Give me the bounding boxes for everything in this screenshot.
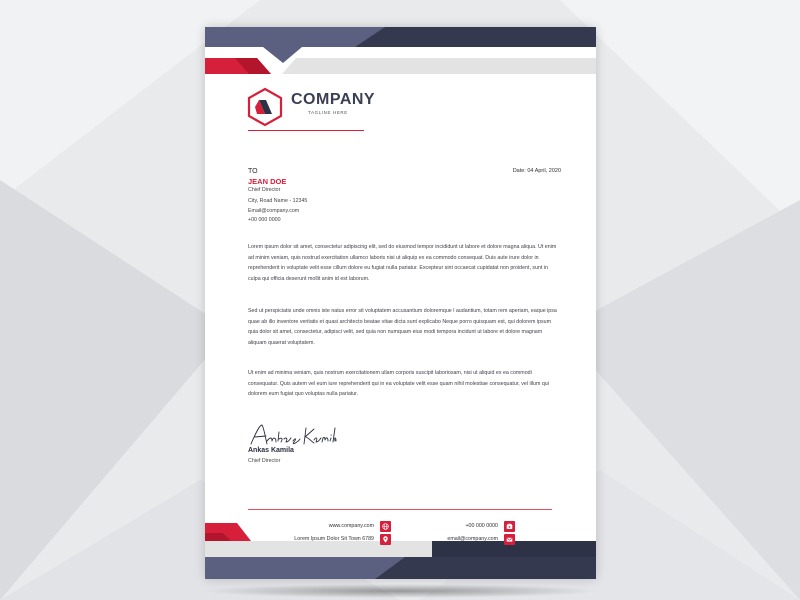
recipient-title: Chief Director [248, 187, 281, 193]
footer-address: Lorem Ipsum Dolor Sit Town 6789 [294, 536, 374, 542]
letter-date: Date: 04 April, 2020 [512, 168, 561, 174]
company-logo-icon [245, 87, 285, 127]
logo-underline [248, 130, 364, 131]
body-paragraph-1: Lorem ipsum dolor sit amet, consectetur adipiscing elit, sed do eiusmod tempor incididunt ut labore et dolore magna aliqua. Ut enim ad minim veniam, quis nostrud exercitation ullamco laboris nisi ut aliquip ex ea commodo consequat. Duis aute irure dolor in reprehenderit in voluptate velit esse cillum dolore eu fugiat nulla pariatur. Excepteur sint occaecat cupidatat non proident, sunt in culpa qui officia deserunt mollit anim id est laborum. [248, 244, 557, 282]
recipient-email: Email@company.com [248, 208, 300, 214]
handwritten-signature [245, 420, 337, 450]
footer-email: email@company.com [447, 536, 498, 542]
signatory-title: Chief Director [248, 458, 281, 464]
location-pin-icon [380, 534, 391, 545]
email-icon [504, 534, 515, 545]
company-name: COMPANY [291, 91, 376, 108]
footer-website: www.company.com [328, 523, 374, 529]
signatory-name: Ankas Kamila [248, 447, 294, 454]
recipient-name: JEAN DOE [248, 177, 287, 186]
body-paragraph-3: Ut enim ad minima veniam, quis nostrum exercitationem ullam corporis suscipit laboriosam, nisi ut aliquid ex ea commodi consequatur. Quis autem vel eum iure reprehenderit qui in ea voluptate velit esse quam nihil molestiae consequatur, vel illum qui dolorem eum fugiat quo voluptas nulla pariatur. [248, 370, 549, 397]
footer-divider [248, 509, 552, 510]
footer-phone: +00 000 0000 [465, 523, 498, 529]
phone-icon [504, 521, 515, 532]
recipient-address: City, Road Name - 12345 [248, 198, 308, 204]
globe-icon [380, 521, 391, 532]
letterhead-page [205, 27, 596, 579]
body-paragraph-2: Sed ut perspiciatis unde omnis iste natus error sit voluptatem accusantium doloremque l audantium, totam rem aperiam, eaque ipsa quae ab illo inventore veritatis et quasi architecto beatae vitae dicta sunt explicabo Neque porro quisquam est, qui dolorem ipsum quia dolor sit amet, consectetur, adipisci velit, sed quia non numquam eius modi tempora incidunt ut labore et dolore magnam aliquam quaerat voluptatem. [248, 308, 557, 346]
recipient-phone: +00 000 0000 [248, 217, 281, 223]
company-tagline: TAGLINE HERE [308, 110, 348, 115]
to-label: TO [248, 168, 258, 175]
paper-shadow [200, 584, 600, 598]
